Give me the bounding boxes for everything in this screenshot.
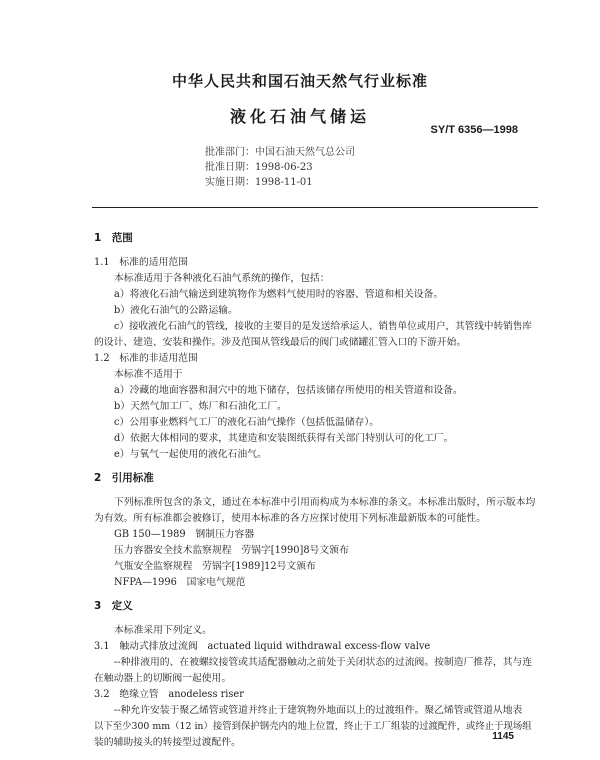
section-2-intro-line2: 为有效。所有标准都会被修订，使用本标准的各方应探讨使用下列标准最新版本的可能性。 — [94, 513, 486, 524]
section-2-heading: 2 引用标准 — [94, 472, 154, 484]
definition-3-2-line1: --种允许安装于聚乙烯管或管道并终止于建筑物外地面以上的过渡组件。聚乙烯管或管道从地表 — [114, 705, 523, 716]
clause-1-2-d: d）依据大体相同的要求，其建造和安装图纸获得有关部门特别认可的化工厂。 — [114, 433, 454, 444]
section-3-intro: 本标准采用下列定义。 — [114, 625, 212, 636]
section-1-heading: 1 范围 — [94, 232, 133, 244]
header-divider — [92, 207, 538, 208]
clause-1-1-b: b）液化石油气的公路运输。 — [114, 305, 238, 316]
section-2-intro-line1: 下列标准所包含的条文，通过在本标准中引用而构成为本标准的条文。本标准出版时，所示版本均 — [114, 497, 536, 508]
definition-3-2-heading: 3.2 绝缘立管 anodeless riser — [94, 689, 244, 700]
definition-3-2-line2: 以下至少300 mm（12 in）接管到保护钢壳内的地上位置，终止于工厂组装的过渡配件，或终止于现场组 — [94, 721, 532, 732]
standard-code: SY/T 6356—1998 — [430, 124, 518, 136]
reference-item: NFPA—1996 国家电气规范 — [114, 577, 246, 588]
definition-3-2-line3: 装的辅助接头的转接型过渡配件。 — [94, 737, 241, 748]
clause-1-2-e: e）与氧气一起使用的液化石油气。 — [114, 449, 267, 460]
definition-3-1-heading: 3.1 触动式排放过流阀 actuated liquid withdrawal excess-flow valve — [94, 641, 431, 652]
clause-1-1-a: a）将液化石油气输送到建筑物作为燃料气使用时的容器、管道和相关设备。 — [114, 289, 444, 300]
approver-line: 批准部门：中国石油天然气总公司 — [205, 147, 355, 158]
clause-1-1-c-line1: c）接收液化石油气的管线，接收的主要目的是发送给承运人、销售单位或用户，其管线中转销售库 — [114, 321, 532, 332]
clause-1-1-heading: 1.1 标准的适用范围 — [94, 257, 188, 268]
effective-date-line: 实施日期：1998-11-01 — [205, 177, 313, 188]
reference-item: 气瓶安全监察规程 劳锅字[1989]12号文颁布 — [114, 561, 316, 572]
definition-3-1-line1: --种排液用的、在被螺纹接管或其适配器触动之前处于关闭状态的过流阀。按制造厂推荐，其与连 — [114, 657, 533, 668]
approve-date-line: 批准日期：1998-06-23 — [205, 162, 313, 173]
clause-1-1-intro: 本标准适用于各种液化石油气系统的操作，包括： — [114, 273, 330, 284]
clause-1-2-c: c）公用事业燃料气工厂的液化石油气操作（包括低温储存）。 — [114, 417, 380, 428]
clause-1-2-intro: 本标准不适用于 — [114, 369, 183, 380]
clause-1-2-heading: 1.2 标准的非适用范围 — [94, 353, 198, 364]
clause-1-2-b: b）天然气加工厂、炼厂和石油化工厂。 — [114, 401, 287, 412]
definition-3-1-line2: 在触动器上的切断阀一起使用。 — [94, 673, 232, 684]
page-number: 1145 — [492, 731, 514, 742]
document-title: 液化石油气储运 — [229, 107, 370, 126]
standard-org-title: 中华人民共和国石油天然气行业标准 — [171, 72, 428, 90]
section-3-heading: 3 定义 — [94, 600, 133, 612]
reference-item: GB 150—1989 钢制压力容器 — [114, 529, 255, 540]
clause-1-2-a: a）冷藏的地面容器和洞穴中的地下储存，包括该储存所使用的相关管道和设备。 — [114, 385, 463, 396]
clause-1-1-c-line2: 的设计、建造、安装和操作。涉及范围从管线最后的阀门或储罐汇管入口的下游开始。 — [94, 337, 467, 348]
reference-item: 压力容器安全技术监察规程 劳锅字[1990]8号文颁布 — [114, 545, 349, 556]
